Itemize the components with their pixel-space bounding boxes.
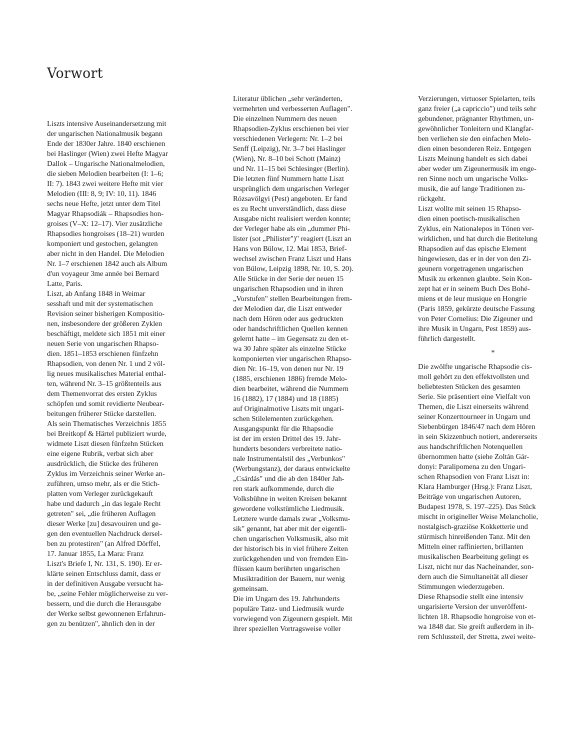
text-line: Literatur üblichen „sehr veränderten, [233, 94, 343, 103]
text-line: oder handschriftlichen Quellen kennen [233, 324, 348, 333]
text-line: Budapest 1978, S. 197–225). Das Stück [418, 502, 536, 511]
text-line: führlich dargestellt. [418, 334, 476, 343]
text-line: flüssen kaum berührten ungarischen [233, 564, 340, 573]
text-line: Hans von Bülow, 12. Mai 1853, Brief- [233, 244, 347, 253]
text-line: dien einen poetisch-musikalischen [418, 214, 520, 223]
text-line: gen zu benützen", ähnlich den in der [47, 619, 155, 628]
text-line: neuen Serie von ungarischen Rhapso- [47, 339, 159, 348]
text-line: schen Rhapsodien von Franz Liszt in: [418, 472, 530, 481]
text-line: Stimmungen wiederzugeben. [418, 582, 505, 591]
text-line: Zyklus, ein Nationalepos in Tönen ver- [418, 224, 534, 233]
text-line: dieser Werke [zu] desavouiren und ge- [47, 519, 161, 528]
text-line: bessern, und die durch die Herausgabe [47, 599, 162, 608]
text-line: II: 7). 1843 zwei weitere Hefte mit vier [47, 179, 164, 188]
text-line: aber nicht in den Handel. Die Melodien [47, 249, 165, 258]
text-line: der Werke selbst gewonnenen Erfahrun- [47, 609, 166, 618]
text-line: moll gehört zu den effektvollsten und [418, 372, 529, 381]
text-line: Latte, Paris. [47, 279, 83, 288]
text-line: sik" genannt, hat aber mit der eigentli- [233, 524, 347, 533]
text-line: dern auch die Simultaneität all dieser [418, 572, 528, 581]
text-line: Beiträge von ungarischen Autoren, [418, 492, 522, 501]
text-line: lichten 18. Rhapsodie hongroise von et- [418, 612, 536, 621]
text-line: Musiktradition der Bauern, nur wenig [233, 574, 345, 583]
text-line: ren stark aufkommende, durch die [233, 484, 335, 493]
text-line: in sein Skizzenbuch notiert, andererseits [418, 432, 538, 441]
text-line: dien einen besonderen Reiz. Entgegen [418, 144, 532, 153]
text-line: musik, die auf lange Traditionen zu- [418, 184, 526, 193]
text-line: ihre Musik in Ungarn, Pest 1859) aus- [418, 324, 532, 333]
text-line: seiner Konzerttourneer in Ungarn und [418, 412, 531, 421]
text-line: „Csárdás" und die ab den 1840er Jah- [233, 474, 345, 483]
text-line: Zyklus im Verzeichnis seiner Werke an- [47, 469, 165, 478]
text-line: wechsel zwischen Franz Liszt und Hans [233, 254, 352, 263]
text-line: vorwiegend von Zigeunern gespielt. Mit [233, 614, 353, 623]
text-line: rem Schlussteil, der Stretta, zwei weite- [418, 632, 536, 641]
text-line: (Wien), Nr. 8–10 bei Schott (Mainz) [233, 154, 341, 163]
text-line: ten, während Nr. 3–15 größtenteils aus [47, 379, 162, 388]
text-line: Rhapsodien-Zyklus erschienen bei vier [233, 124, 349, 133]
text-line: lig neues musikalisches Material enthal- [47, 369, 167, 378]
text-line: Musik zu erkennen glaubte. Sein Kon- [418, 274, 533, 283]
text-line: ist der im ersten Drittel des 19. Jahr- [233, 434, 341, 443]
text-line: beschäftigt, meldete sich 1851 mit einer [47, 329, 166, 338]
text-line: Diese Rhapsodie stellt eine intensiv [418, 592, 524, 601]
text-line: wirklichen, und hat durch die Betitelung [418, 234, 538, 243]
text-line: widmete Liszt diesen fünfzehn Stücken [47, 439, 164, 448]
text-line: groises (V–X: 12–17). Vier zusätzliche [47, 219, 163, 228]
text-line: Die letzten fünf Nummern hatte Liszt [233, 174, 345, 183]
text-line: es zu Recht unverständlich, dass diese [233, 204, 346, 213]
text-line: dien Nr. 16–19, von denen nur Nr. 19 [233, 364, 344, 373]
text-line: auf Originalmotive Liszts mit ungari- [233, 404, 344, 413]
text-line: ungarisierte Version der unveröffent- [418, 602, 528, 611]
text-line: populäre Tanz- und Liedmusik wurde [233, 604, 344, 613]
text-line: verschiedenen Verlegern: Nr. 1–2 bei [233, 134, 343, 143]
text-line: ben zu protestiren" (an Alfred Dörffel, [47, 539, 161, 548]
text-line: Liszts intensive Auseinandersetzung mit [47, 119, 167, 128]
text-line: dem Themenvorrat des ersten Zyklus [47, 389, 157, 398]
text-line: getreten" sei, „die früheren Auflagen [47, 509, 156, 518]
text-column-2 [233, 94, 383, 634]
text-line: Rhapsodien auf das epische Element [418, 244, 527, 253]
text-line: zuführen, umso mehr, als er die Stich- [47, 479, 160, 488]
text-line: Volksbühne in weiten Kreisen bekannt [233, 494, 347, 503]
text-line: und Nr. 11–15 bei Schlesinger (Berlin). [233, 164, 350, 173]
text-line: wa 1848 dar. Sie greift außerdem in ih- [418, 622, 534, 631]
text-line: ursprünglich dem ungarischen Verleger [233, 184, 350, 193]
text-line: * [491, 348, 495, 357]
text-line: klärte seinen Entschluss damit, dass er [47, 569, 161, 578]
text-line: 17. Januar 1855, La Mara: Franz [47, 549, 144, 558]
text-line: Melodien (III: 8, 9; IV: 10, 11). 1846 [47, 189, 157, 198]
text-line: Revision seiner bisherigen Kompositio- [47, 309, 165, 318]
text-line: Rózsavölgyi (Pest) angeboten. Er fand [233, 194, 347, 203]
text-line: Rhapsodies hongroises (18–21) wurden [47, 229, 165, 238]
text-line: Die im Ungarn des 19. Jahrhunderts [233, 594, 340, 603]
text-line: Verzierungen, virtuoser Spielarten, teils [418, 94, 536, 103]
text-line: Magyar Rhapsodiák – Rhapsodies hon- [47, 209, 164, 218]
text-line: gelernt hatte – im Gegensatz zu den et- [233, 334, 349, 343]
text-line: aus handschriftlichen Notenquellen [418, 442, 523, 451]
text-line: ben verliehen sie den einfachen Melo- [418, 134, 532, 143]
text-line: gewordene volkstümliche Liedmusik. [233, 504, 345, 513]
text-line: Klara Hamburger (Hrsg.): Franz Liszt, [418, 482, 532, 491]
text-line: Liszt wollte mit seinen 15 Rhapso- [418, 204, 522, 213]
text-line: (1885, erschienen 1886) fremde Melo- [233, 374, 348, 383]
text-line: Ende der 1830er Jahre. 1840 erschienen [47, 139, 166, 148]
page-heading: Vorwort [47, 66, 104, 82]
text-line: in der definitiven Ausgabe versucht ha- [47, 579, 164, 588]
text-line: hunderts besonders verbreitete natio- [233, 444, 343, 453]
text-column-3 [418, 94, 568, 642]
text-line: ungarischen Rhapsodien und in ihren [233, 284, 344, 293]
text-line: Dallok – Ungarische Nationalmelodien, [47, 159, 165, 168]
text-line: Rhapsodien, von denen Nr. 1 und 2 völ- [47, 359, 166, 368]
text-line: gebundener, prägnanter Rhythmen, un- [418, 114, 534, 123]
text-line: platten vom Verleger zurückgekauft [47, 489, 153, 498]
text-line: Liszt, nicht nur das Nacheinander, son- [418, 562, 534, 571]
text-line: schöpfen und somit revidierte Neubear- [47, 399, 165, 408]
text-line: Die zwölfte ungarische Rhapsodie cis- [418, 362, 533, 371]
text-line: miens et de leur musique en Hongrie [418, 294, 527, 303]
text-line: d'un voyageur 3me année bei Bernard [47, 269, 159, 278]
text-line: donyi: Paralipomena zu den Ungari- [418, 462, 526, 471]
text-line: nach dem Hören oder aus gedruckten [233, 314, 344, 323]
text-line: vermehrten und verbesserten Auflagen". [233, 104, 353, 113]
text-line: der Verleger habe als ein „dummer Phi- [233, 224, 350, 233]
text-line: Alle Stücke in der Serie der neuen 15 [233, 274, 344, 283]
text-line: schen Stilelementen zurückgehen. [233, 414, 334, 423]
text-line: zept hat er in seinem Buch Des Bohé- [418, 284, 530, 293]
text-line: der historisch bis in viel frühere Zeiten [233, 544, 348, 553]
text-line: komponiert und gestochen, gelangten [47, 239, 158, 248]
text-line: von Peter Cornelius: Die Zigeuner und [418, 314, 533, 323]
text-line: Mitteln einer raffinierten, brillanten [418, 542, 524, 551]
text-line: dien. 1851–1853 erschienen fünfzehn [47, 349, 159, 358]
text-line: Liszt, ab Anfang 1848 in Weimar [47, 289, 146, 298]
text-column-1 [47, 119, 197, 629]
text-line: Letztere wurde damals zwar „Volksmu- [233, 514, 351, 523]
text-line: von Bülow, Leipzig 1898, Nr. 10, S. 20). [233, 264, 354, 273]
text-line: habe und dadurch „in das legale Recht [47, 499, 161, 508]
text-line: aber weder um Zigeunermusik im enge- [418, 164, 537, 173]
text-line: 16 (1882), 17 (1884) und 18 (1885) [233, 394, 339, 403]
text-line: be, „seine Fehler möglicherweise zu ver- [47, 589, 168, 598]
text-line: nostalgisch-graziöse Kokketterie und [418, 522, 529, 531]
text-line: der ungarischen Nationalmusik begann [47, 129, 163, 138]
text-line: stürmisch hinreißenden Tanz. Mit den [418, 532, 531, 541]
text-line: rückgeht. [418, 194, 446, 203]
text-line: geunern vorgetragenen ungarischen [418, 264, 524, 273]
text-line: nen, insbesondere der größeren Zyklen [47, 319, 163, 328]
text-line: der Melodien dar, die Liszt entweder [233, 304, 342, 313]
text-line: ganz freier („a capriccio") und teils sehr [418, 104, 537, 113]
text-line: chen ungarischen Volksmusik, also mit [233, 534, 349, 543]
text-line: gemeinsam. [233, 584, 269, 593]
text-line: Ausgangspunkt für die Rhapsodie [233, 424, 334, 433]
text-line: Serie. Sie präsentiert eine Vielfalt von [418, 392, 531, 401]
text-line: Themen, die Liszt einerseits während [418, 402, 529, 411]
text-line: lister (sot „Philister")" reagiert (Liszt an [233, 234, 352, 243]
text-line: Senff (Leipzig), Nr. 3–7 bei Haslinger [233, 144, 346, 153]
text-line: „Vorstufen" stellen Bearbeitungen frem- [233, 294, 353, 303]
text-line: beitungen früherer Stücke darstellen. [47, 409, 157, 418]
text-line: (Paris 1859, gekürzte deutsche Fassung [418, 304, 535, 313]
text-line: ren Sinne noch um ungarische Volks- [418, 174, 529, 183]
text-line: sesshaft und mit der systematischen [47, 299, 153, 308]
text-line: beliebtesten Stücken des gesamten [418, 382, 521, 391]
text-line: nale Instrumentalstil des „Verbunkos" [233, 454, 346, 463]
text-line: gen den eventuellen Nachdruck dersel- [47, 529, 163, 538]
text-line: zurückgehenden und von fremden Ein- [233, 554, 349, 563]
text-line: musikalischen Bearbeitung gelingt es [418, 552, 529, 561]
text-line: Ausgabe nicht realisiert werden konnte; [233, 214, 351, 223]
text-line: Siebenbürgen 1846/47 nach dem Hören [418, 422, 536, 431]
text-line: komponierten vier ungarischen Rhapso- [233, 354, 352, 363]
text-line: bei Breitkopf & Härtel publiziert wurde, [47, 429, 167, 438]
text-line: dien bearbeitet, während die Nummern [233, 384, 349, 393]
text-line: eine eigene Rubrik, verbat sich aber [47, 449, 154, 458]
text-line: (Werbungstanz), der daraus entwickelte [233, 464, 351, 473]
text-line: die sieben Melodien bearbeiten (I: 1–6; [47, 169, 164, 178]
text-line: Liszt's Briefe I, Nr. 131, S. 190). Er er- [47, 559, 163, 568]
text-line: mischt in origineller Weise Melancholie, [418, 512, 539, 521]
text-line: Liszts Meinung handelt es sich dabei [418, 154, 528, 163]
text-line: Nr. 1–7 erschienen 1842 auch als Album [47, 259, 168, 268]
text-line: hingewiesen, das er in der von den Zi- [418, 254, 532, 263]
text-line: sechs neue Hefte, jetzt unter dem Titel [47, 199, 161, 208]
text-line: Die einzelnen Nummern des neuen [233, 114, 337, 123]
text-line: gewöhnlicher Tonleitern und Klangfar- [418, 124, 534, 133]
text-line: wa 30 Jahre später als einzelne Stücke [233, 344, 347, 353]
text-line: ausdrücklich, die Stücke des früheren [47, 459, 159, 468]
text-line: übernommen hatte (siehe Zoltán Gár- [418, 452, 530, 461]
text-line: bei Haslinger (Wien) zwei Hefte Magyar [47, 149, 168, 158]
text-line: ihrer speziellen Vortragsweise voller [233, 624, 341, 633]
text-line: Als sein Thematisches Verzeichnis 1855 [47, 419, 167, 428]
